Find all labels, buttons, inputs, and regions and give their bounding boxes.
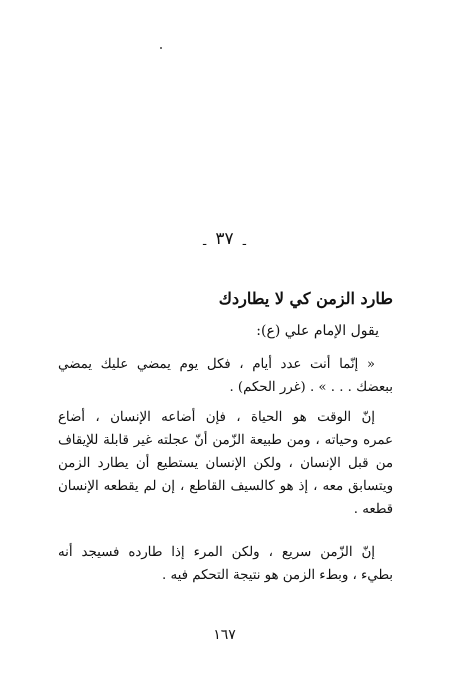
quote-block <box>58 353 393 399</box>
chapter-dash-left: - <box>242 236 247 252</box>
chapter-number: ٣٧ <box>215 229 234 249</box>
quote-line: ببعضك . . . » . (غرر الحكم) . <box>229 380 393 395</box>
chapter-number-heading <box>0 228 449 255</box>
quote-intro: يقول الإمام علي (ع): <box>256 323 379 339</box>
chapter-title: طارد الزمن كي لا يطاردك <box>218 289 393 308</box>
chapter-dash-right: - <box>202 236 207 252</box>
paragraph-line: من قبل الإنسان ، ولكن الإنسان يستطيع أن يطارد الزمن <box>58 456 393 471</box>
paragraph-time-is-life <box>58 406 393 521</box>
paragraph-line: إنّ الزّمن سريع ، ولكن المرء إذا طارده فسيجد أنه <box>58 545 375 560</box>
paragraph-line: عمره وحياته ، ومن طبيعة الزّمن أنّ عجلته غير قابلة للإيقاف <box>58 433 393 448</box>
print-speck <box>160 47 162 49</box>
paragraph-line: إنّ الوقت هو الحياة ، فإن أضاعه الإنسان ، أضاع <box>58 410 376 425</box>
paragraph-line: ويتسابق معه ، إذ هو كالسيف القاطع ، إن لم يقطعه الإنسان <box>58 479 393 494</box>
quote-line: « إنّما أنت عدد أيام ، فكل يوم يمضي عليك يمضي <box>58 357 375 372</box>
paragraph-line: بطيء ، وبطء الزمن هو نتيجة التحكم فيه . <box>162 568 393 583</box>
page-number: ١٦٧ <box>213 627 236 643</box>
paragraph-time-is-fast <box>58 541 393 587</box>
paragraph-line: قطعه . <box>353 502 393 517</box>
